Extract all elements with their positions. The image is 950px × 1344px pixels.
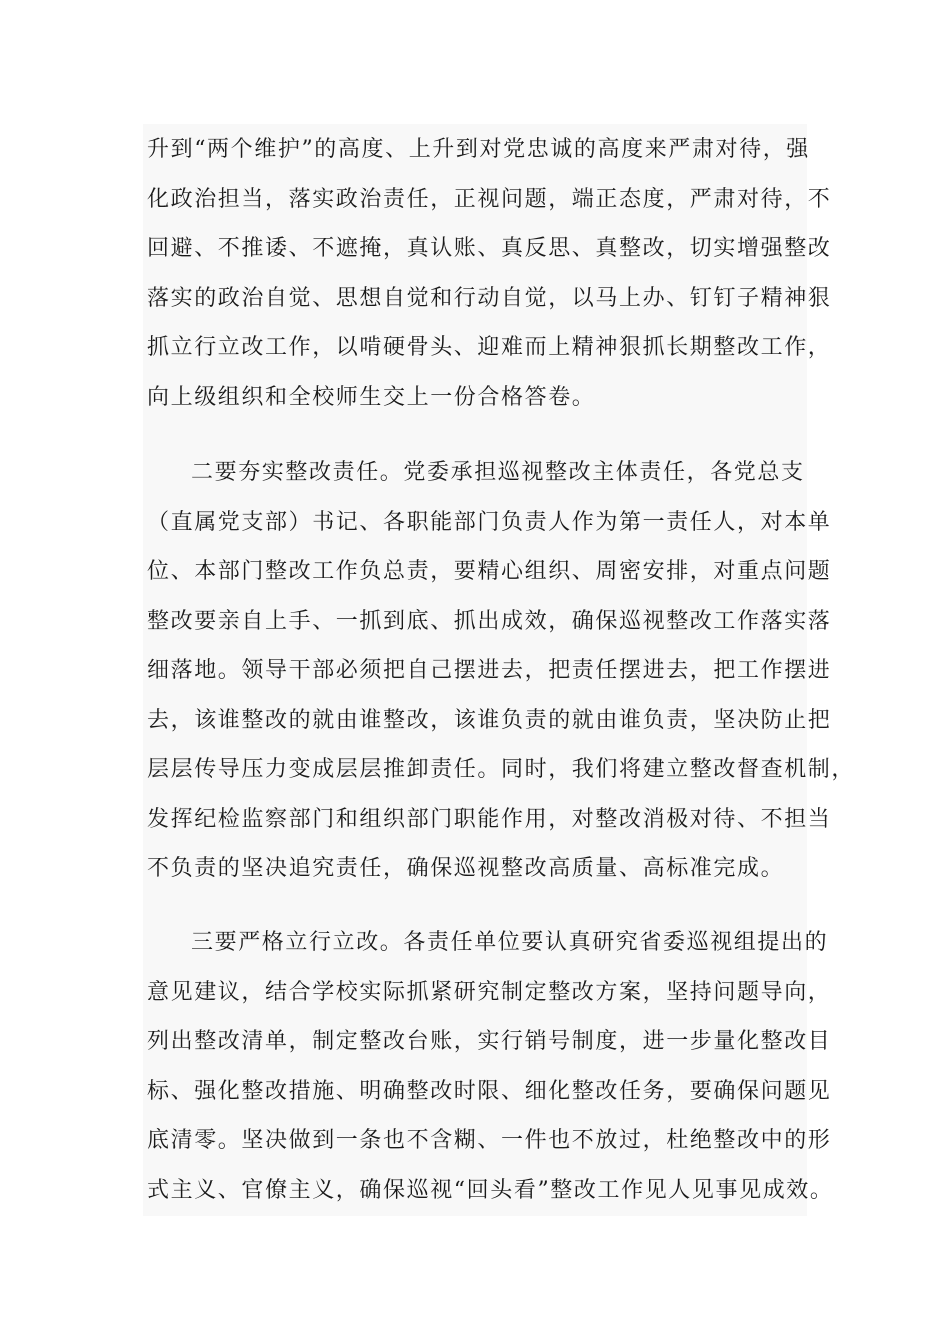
- paragraph-line: 发挥纪检监察部门和组织部门职能作用，对整改消极对待、不担当: [147, 806, 832, 832]
- document-body: [143, 124, 856, 1216]
- paragraph-1: [147, 125, 832, 422]
- paragraph-line: 细落地。领导干部必须把自己摆进去，把责任摆进去，把工作摆进: [147, 658, 832, 683]
- paragraph-line: 升到“两个维护”的高度、上升到对党忠诚的高度来严肃对待，强: [147, 137, 810, 162]
- paragraph-line: 落实的政治自觉、思想自觉和行动自觉，以马上办、钉钉子精神狠: [147, 285, 832, 311]
- paragraph-line: 层层传导压力变成层层推卸责任。同时，我们将建立整改督查机制，: [147, 757, 856, 782]
- paragraph-line: 向上级组织和全校师生交上一份合格答卷。: [147, 384, 596, 410]
- paragraph-line: 化政治担当，落实政治责任，正视问题，端正态度，严肃对待，不: [147, 186, 832, 212]
- paragraph-line: 抓立行立改工作，以啃硬骨头、迎难而上精神狠抓长期整改工作，: [147, 335, 832, 360]
- paragraph-line: 不负责的坚决追究责任，确保巡视整改高质量、高标准完成。: [147, 856, 785, 881]
- paragraph-line: 去，该谁整改的就由谁整改，该谁负责的就由谁负责，坚决防止把: [147, 707, 832, 733]
- paragraph-3: [147, 918, 834, 1215]
- paragraph-line: 位、本部门整改工作负总责，要精心组织、周密安排，对重点问题: [147, 559, 832, 584]
- paragraph-line: 整改要亲自上手、一抓到底、抓出成效，确保巡视整改工作落实落: [147, 608, 832, 634]
- paragraph-line: 回避、不推诿、不遮掩，真认账、真反思、真整改，切实增强整改: [147, 236, 832, 261]
- paragraph-2: [147, 448, 856, 894]
- paragraph-line: 列出整改清单，制定整改台账，实行销号制度，进一步量化整改目: [147, 1029, 832, 1054]
- paragraph-line: （直属党支部）书记、各职能部门负责人作为第一责任人，对本单: [147, 509, 832, 535]
- paragraph-line: 三要严格立行立改。各责任单位要认真研究省委巡视组提出的: [191, 930, 829, 955]
- paragraph-line: 标、强化整改措施、明确整改时限、细化整改任务，要确保问题见: [147, 1078, 832, 1104]
- paragraph-line: 意见建议，结合学校实际抓紧研究制定整改方案，坚持问题导向，: [147, 979, 832, 1005]
- paragraph-line: 底清零。坚决做到一条也不含糊、一件也不放过，杜绝整改中的形: [147, 1128, 832, 1153]
- paragraph-line: 式主义、官僚主义，确保巡视“回头看”整改工作见人见事见成效。: [147, 1177, 834, 1203]
- paragraph-line: 二要夯实整改责任。党委承担巡视整改主体责任，各党总支: [191, 460, 805, 485]
